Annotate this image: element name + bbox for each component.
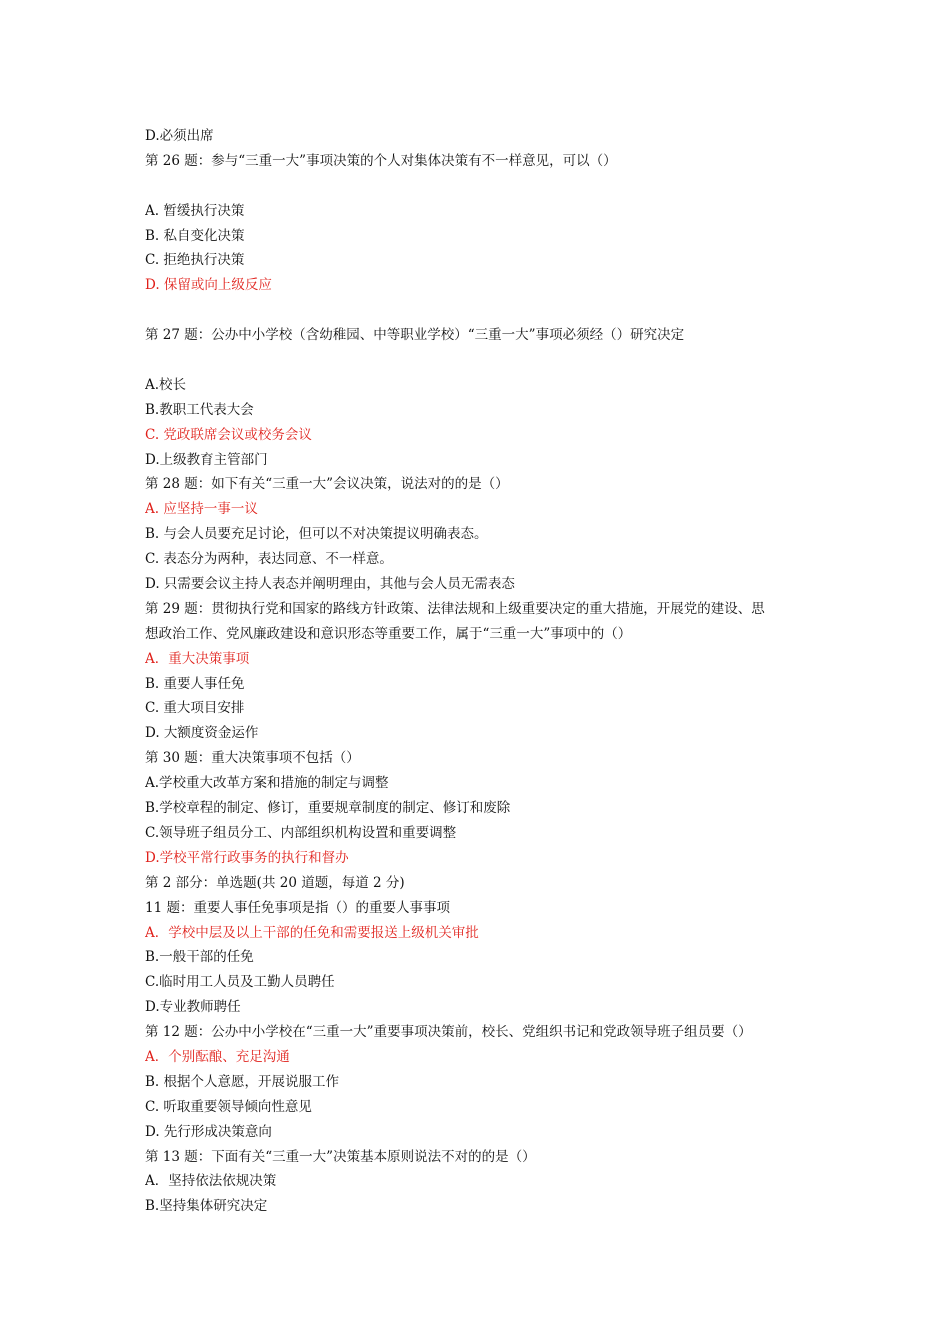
question-26: 第 26 题：参与“三重一大”事项决策的个人对集体决策有不一样意见，可以（） [145,152,617,169]
option-line: C. 重大项目安排 [145,700,245,717]
option-line: B. 根据个人意愿，开展说服工作 [145,1073,340,1090]
answer-option-line: A．学校中层及以上干部的任免和需要报送上级机关审批 [145,924,479,941]
option-line: D.专业教师聘任 [145,999,241,1016]
text-line: D.必须出席 [145,128,214,144]
question-30: 第 30 题：重大决策事项不包括（） [145,750,360,767]
option-line: A. 暂缓执行决策 [145,202,245,219]
question-29: 第 29 题：贯彻执行党和国家的路线方针政策、法律法规和上级重要决定的重大措施，开展党的建设、思 [145,600,765,617]
option-line: B.学校章程的制定、修订，重要规章制度的制定、修订和废除 [145,800,511,817]
option-line: D. 只需要会议主持人表态并阐明理由，其他与会人员无需表态 [145,576,515,593]
option-line: B.坚持集体研究决定 [145,1198,268,1215]
option-line: C.领导班子组员分工、内部组织机构设置和重要调整 [145,824,457,841]
option-line: D. 大额度资金运作 [145,725,259,742]
option-line: A．坚持依法依规决策 [145,1173,277,1190]
section-heading: 第 2 部分：单选题(共 20 道题，每道 2 分) [145,874,405,891]
question-29-continued: 想政治工作、党风廉政建设和意识形态等重要工作，属于“三重一大”事项中的（） [145,625,632,642]
option-line: B. 重要人事任免 [145,675,245,692]
option-line: C. 听取重要领导倾向性意见 [145,1098,312,1115]
option-line: C.临时用工人员及工勤人员聘任 [145,974,335,991]
answer-option-line: D.学校平常行政事务的执行和督办 [145,849,349,866]
option-line: A.学校重大改革方案和措施的制定与调整 [145,775,389,792]
answer-option-line: A. 应坚持一事一议 [145,501,258,518]
option-line: C. 拒绝执行决策 [145,252,245,269]
answer-option-line: A．重大决策事项 [145,650,250,667]
option-line: B.教职工代表大会 [145,401,254,418]
question-12: 第 12 题：公办中小学校在“三重一大”重要事项决策前，校长、党组织书记和党政领导班子组员要（） [145,1024,752,1041]
question-28: 第 28 题：如下有关“三重一大”会议决策，说法对的的是（） [145,476,509,493]
answer-option-line: C. 党政联席会议或校务会议 [145,426,312,443]
option-line: B. 私自变化决策 [145,227,245,244]
blank-line [145,348,825,373]
question-27: 第 27 题：公办中小学校（含幼稚园、中等职业学校）“三重一大”事项必须经（）研究决定 [145,327,685,344]
answer-option-line: D. 保留或向上级反应 [145,277,272,294]
option-line: C. 表态分为两种，表达同意、不一样意。 [145,551,393,568]
option-line: B. 与会人员要充足讨论，但可以不对决策提议明确表态。 [145,526,488,543]
option-line: A.校长 [145,376,187,393]
option-line: B.一般干部的任免 [145,949,254,966]
answer-option-line: A．个别酝酿、充足沟通 [145,1048,290,1065]
blank-line [145,298,825,323]
question-11: 11 题：重要人事任免事项是指（）的重要人事事项 [145,899,450,916]
question-13: 第 13 题：下面有关“三重一大”决策基本原则说法不对的的是（） [145,1148,536,1165]
option-line: D. 先行形成决策意向 [145,1123,272,1140]
document-page [145,124,825,1219]
option-line: D.上级教育主管部门 [145,451,268,468]
blank-line [145,174,825,199]
